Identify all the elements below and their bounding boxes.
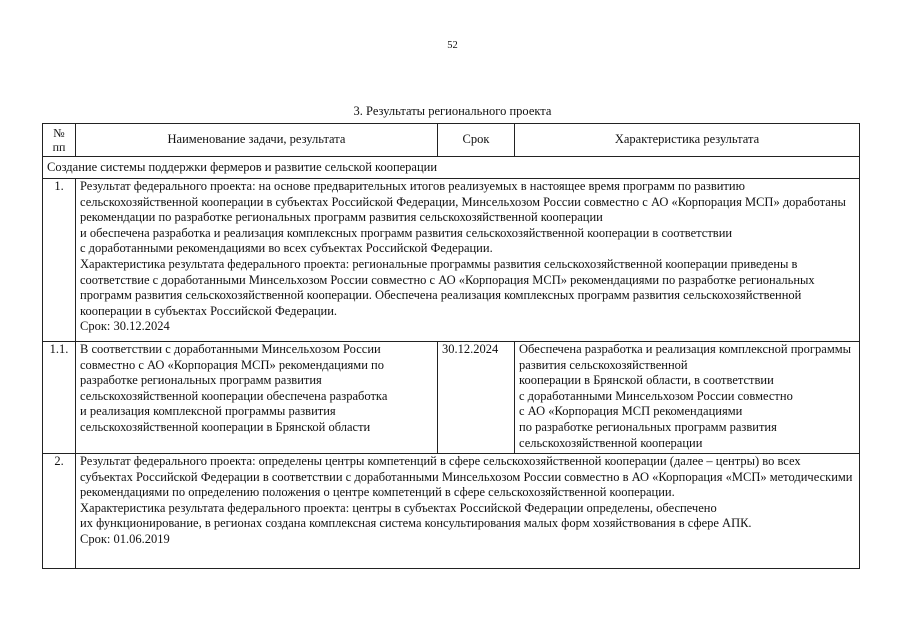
section-row-text: Создание системы поддержки фермеров и развитие сельской кооперации [43, 157, 860, 179]
page-number: 52 [447, 40, 458, 51]
row-characteristic: Обеспечена разработка и реализация комплексной программы развития сельскохозяйственной кооперации в Брянской области, в соответствии с доработанными Минсельхозом России совместно с АО «Корпорация МСП рекомендациями по разработке региональных программ развития сельскохозяйственной кооперации [515, 342, 860, 454]
results-table [42, 123, 860, 569]
row-term: 30.12.2024 [438, 342, 515, 454]
section-title: 3. Результаты регионального проекта [353, 104, 552, 118]
header-term: Срок [438, 124, 515, 157]
header-characteristic: Характеристика результата [515, 124, 860, 157]
row-number: 1. [43, 179, 76, 342]
table-row [43, 342, 860, 454]
row-text: Результат федерального проекта: на основе предварительных итогов реализуемых в настоящее время программ по развитию сельскохозяйственной кооперации в субъектах Российской Федерации, Минсельхозом России совместно с АО «Корпорация МСП» доработаны рекомендации по разработке региональных программ развития сельскохозяйственной кооперации и обеспечена разработка и реализация комплексных программ развития сельскохозяйственной кооперации в соответствии с доработанными рекомендациями во всех субъектах Российской Федерации. Характеристика результата федерального проекта: региональные программы развития сельскохозяйственной кооперации приведены в соответствие с доработанными Минсельхозом России совместно с АО «Корпорация МСП» рекомендациями по разработке региональных программ развития сельскохозяйственной кооперации. Обеспечена реализация комплексных программ развития сельскохозяйственной кооперации в субъектах Российской Федерации. Срок: 30.12.2024 [76, 179, 860, 342]
header-task: Наименование задачи, результата [76, 124, 438, 157]
row-number: 1.1. [43, 342, 76, 454]
table-header-row [43, 124, 860, 157]
row-number: 2. [43, 454, 76, 569]
section-row [43, 157, 860, 179]
row-text: Результат федерального проекта: определены центры компетенций в сфере сельскохозяйственной кооперации (далее – центры) во всех субъектах Российской Федерации в соответствии с доработанными Минсельхозом России совместно в АО «Корпорация «МСП» методическими рекомендациями по определению положения о центре компетенций в сфере сельскохозяйственной кооперации. Характеристика результата федерального проекта: центры в субъектах Российской Федерации определены, обеспечено их функционирование, в регионах создана комплексная система консультирования малых форм хозяйствования в сфере АПК. Срок: 01.06.2019 [76, 454, 860, 569]
header-num: № пп [43, 124, 76, 157]
table-row [43, 454, 860, 569]
table-row [43, 179, 860, 342]
row-task: В соответствии с доработанными Минсельхозом России совместно с АО «Корпорация МСП» рекомендациями по разработке региональных программ развития сельскохозяйственной кооперации обеспечена разработка и реализация комплексной программы развития сельскохозяйственной кооперации в Брянской области [76, 342, 438, 454]
